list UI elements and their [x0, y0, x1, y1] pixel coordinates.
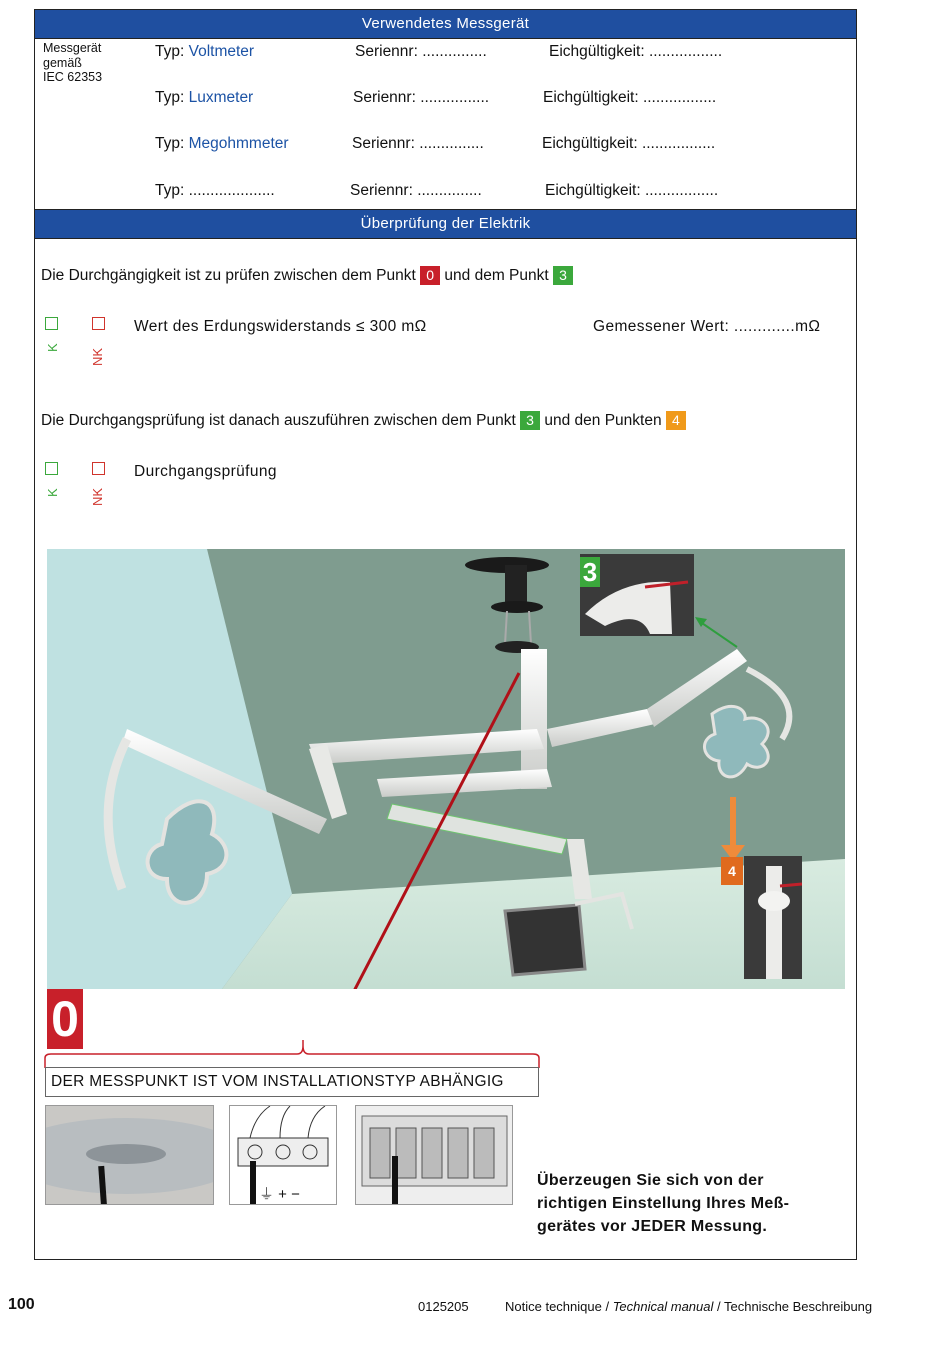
measurement-advice: Überzeugen Sie sich von der richtigen Einstellung Ihres Meß- gerätes vor JEDER Messung.	[537, 1172, 790, 1235]
electric-section-header: Überprüfung der Elektrik	[35, 209, 856, 239]
device-type-value: Megohmmeter	[188, 135, 289, 152]
device-row-3: Typ: Megohmmeter	[155, 135, 289, 152]
ground-resistance-text: Wert des Erdungswiderstands ≤ 300 mΩ	[134, 318, 427, 335]
inset-photo-4-image	[744, 856, 802, 979]
install-bracket	[43, 1040, 543, 1070]
device-calib-2: Eichgültigkeit: .................	[543, 89, 717, 106]
ok-label-1: K	[45, 343, 60, 352]
nok-label-2: NK	[90, 487, 105, 506]
continuity-line-1: Die Durchgängigkeit ist zu prüfen zwischen dem Punkt 0 und dem Punkt 3	[41, 266, 573, 285]
operating-light-scene	[47, 549, 845, 989]
point-badge-0: 0	[420, 266, 440, 285]
device-type-value: ....................	[188, 182, 275, 199]
device-left-label: Messgerät gemäß IEC 62353	[43, 41, 103, 84]
callout-4: 4	[721, 857, 743, 885]
device-serial-4: Seriennr: ...............	[350, 182, 482, 199]
ok-checkbox-2[interactable]	[45, 462, 58, 475]
page-number: 100	[8, 1296, 35, 1313]
photo-ceiling-plate	[45, 1105, 214, 1205]
device-row-1: Typ: Voltmeter	[155, 43, 255, 60]
measured-value-field[interactable]: Gemessener Wert: .............mΩ	[593, 318, 821, 335]
point-badge-3: 3	[520, 411, 540, 430]
point-badge-3: 3	[553, 266, 573, 285]
device-calib-4: Eichgültigkeit: .................	[545, 182, 719, 199]
callout-3: 3	[580, 557, 600, 587]
device-row-2: Typ: Luxmeter	[155, 89, 254, 106]
device-type-value: Luxmeter	[188, 89, 254, 106]
nok-checkbox-2[interactable]	[92, 462, 105, 475]
nok-checkbox-1[interactable]	[92, 317, 105, 330]
device-serial-1: Seriennr: ...............	[355, 43, 487, 60]
manual-title: Notice technique / Technical manual / Technische Beschreibung	[505, 1299, 873, 1314]
callout-0: 0	[47, 989, 83, 1049]
ceiling-plate-image	[46, 1106, 213, 1205]
device-type-value: Voltmeter	[188, 43, 255, 60]
install-note: DER MESSPUNKT IST VOM INSTALLATIONSTYP ABHÄNGIG	[45, 1067, 539, 1097]
terminal-symbols: ⏚ + −	[259, 1186, 300, 1203]
inset-photo-point-4	[744, 856, 802, 979]
device-calib-1: Eichgültigkeit: .................	[549, 43, 723, 60]
device-section-header: Verwendetes Messgerät	[35, 10, 856, 39]
photo-din-terminals	[355, 1105, 513, 1205]
device-row-4: Typ: ....................	[155, 182, 275, 199]
device-serial-2: Seriennr: ................	[353, 89, 490, 106]
continuity-check-text: Durchgangsprüfung	[134, 463, 277, 480]
page-frame	[34, 9, 857, 1260]
document-number: 0125205	[418, 1299, 469, 1314]
nok-label-1: NK	[90, 347, 105, 366]
device-serial-3: Seriennr: ...............	[352, 135, 484, 152]
continuity-line-2: Die Durchgangsprüfung ist danach auszuführen zwischen dem Punkt 3 und den Punkten 4	[41, 411, 686, 430]
ok-label-2: K	[45, 488, 60, 497]
ok-checkbox-1[interactable]	[45, 317, 58, 330]
point-badge-4: 4	[666, 411, 686, 430]
device-calib-3: Eichgültigkeit: .................	[542, 135, 716, 152]
din-terminals-image	[356, 1106, 512, 1205]
